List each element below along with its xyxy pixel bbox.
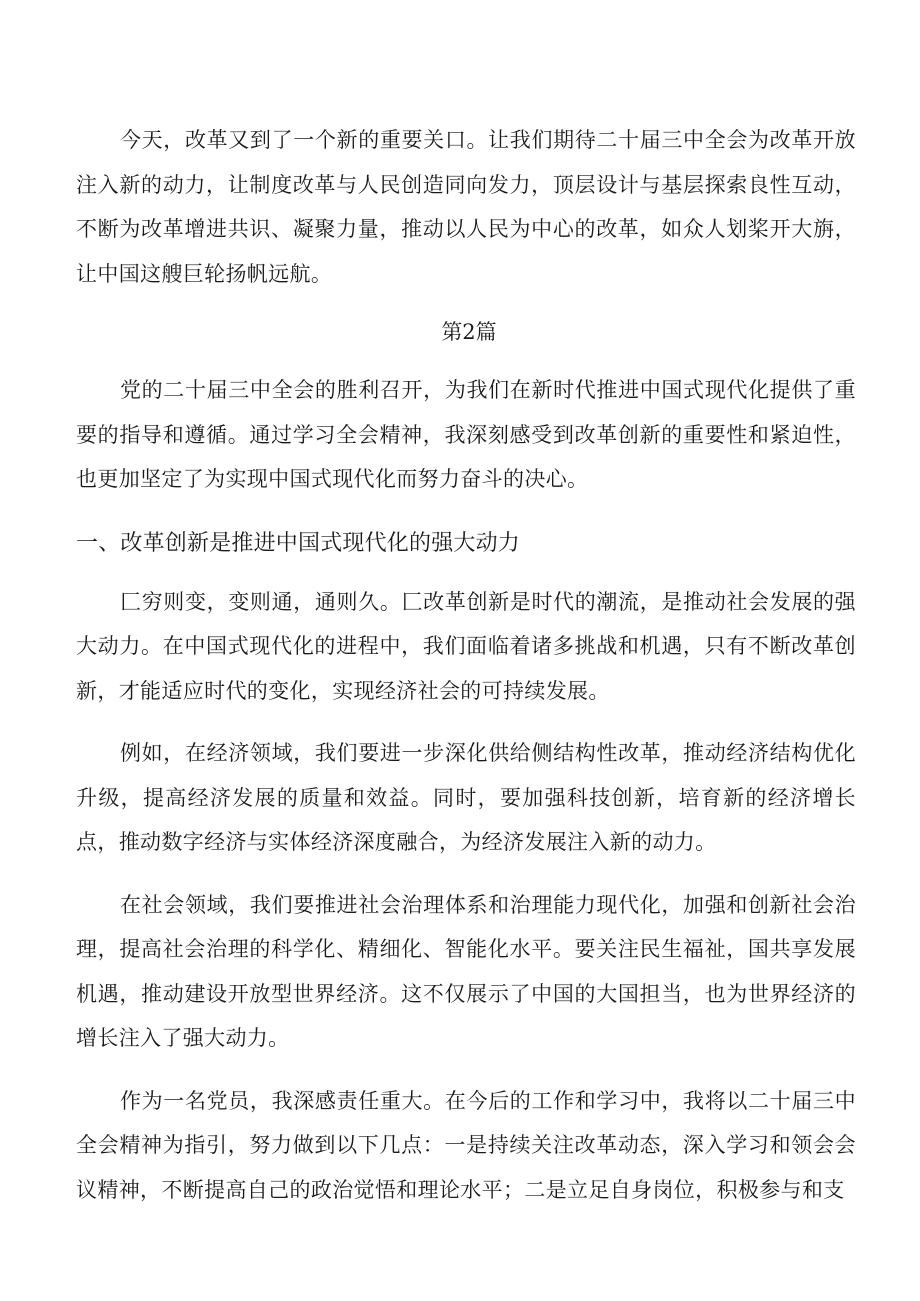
paragraph-reform-juncture: 今天，改革又到了一个新的重要关口。让我们期待二十届三中全会为改革开放注入新的动力，让制度改革与人民创造同向发力，顶层设计与基层探索良性互动，不断为改革增进共识、凝聚力量，推动以人民为中心的改革，如众人划桨开大旃，让中国这艘巨轮扬帆远航。: [76, 128, 856, 286]
paragraph-social-field: 在社会领域，我们要推进社会治理体系和治理能力现代化，加强和创新社会治理，提高社会治理的科学化、精细化、智能化水平。要关注民生福祉，国共享发展机遇，推动建设开放型世界经济。这不仅展示了中国的大国担当，也为世界经济的增长注入了强大动力。: [76, 892, 856, 1050]
chapter-title: 第2篇: [441, 320, 497, 344]
document-body: [76, 118, 856, 1212]
paragraph-party-member: 作为一名党员，我深感责任重大。在今后的工作和学习中，我将以二十届三中全会精神为指引，努力做到以下几点：一是持续关注改革动态，深入学习和领会会议精神，不断提高自己的政治觉悟和理论水平；二是立足自身岗位，积极参与和支: [76, 1088, 856, 1202]
paragraph-innovation-driver: 匚穷则变，变则通，通则久。匚改革创新是时代的潮流，是推动社会发展的强大动力。在中国式现代化的进程中，我们面临着诸多挑战和机遇，只有不断改革创新，才能适应时代的变化，实现经济社会的可持续发展。: [76, 589, 856, 703]
paragraph-plenum-intro: 党的二十届三中全会的胜利召开，为我们在新时代推进中国式现代化提供了重要的指导和遵循。通过学习全会精神，我深刻感受到改革创新的重要性和紧迫性，也更加坚定了为实现中国式现代化而努力奋斗的决心。: [76, 378, 856, 491]
section-heading: 一、改革创新是推进中国式现代化的强大动力: [76, 530, 521, 556]
paragraph-economic-field: 例如，在经济领域，我们要进一步深化供给侧结构性改革，推动经济结构优化升级，提高经济发展的质量和效益。同时，要加强科技创新，培育新的经济增长点，推动数字经济与实体经济深度融合，为经济发展注入新的动力。: [76, 741, 856, 854]
